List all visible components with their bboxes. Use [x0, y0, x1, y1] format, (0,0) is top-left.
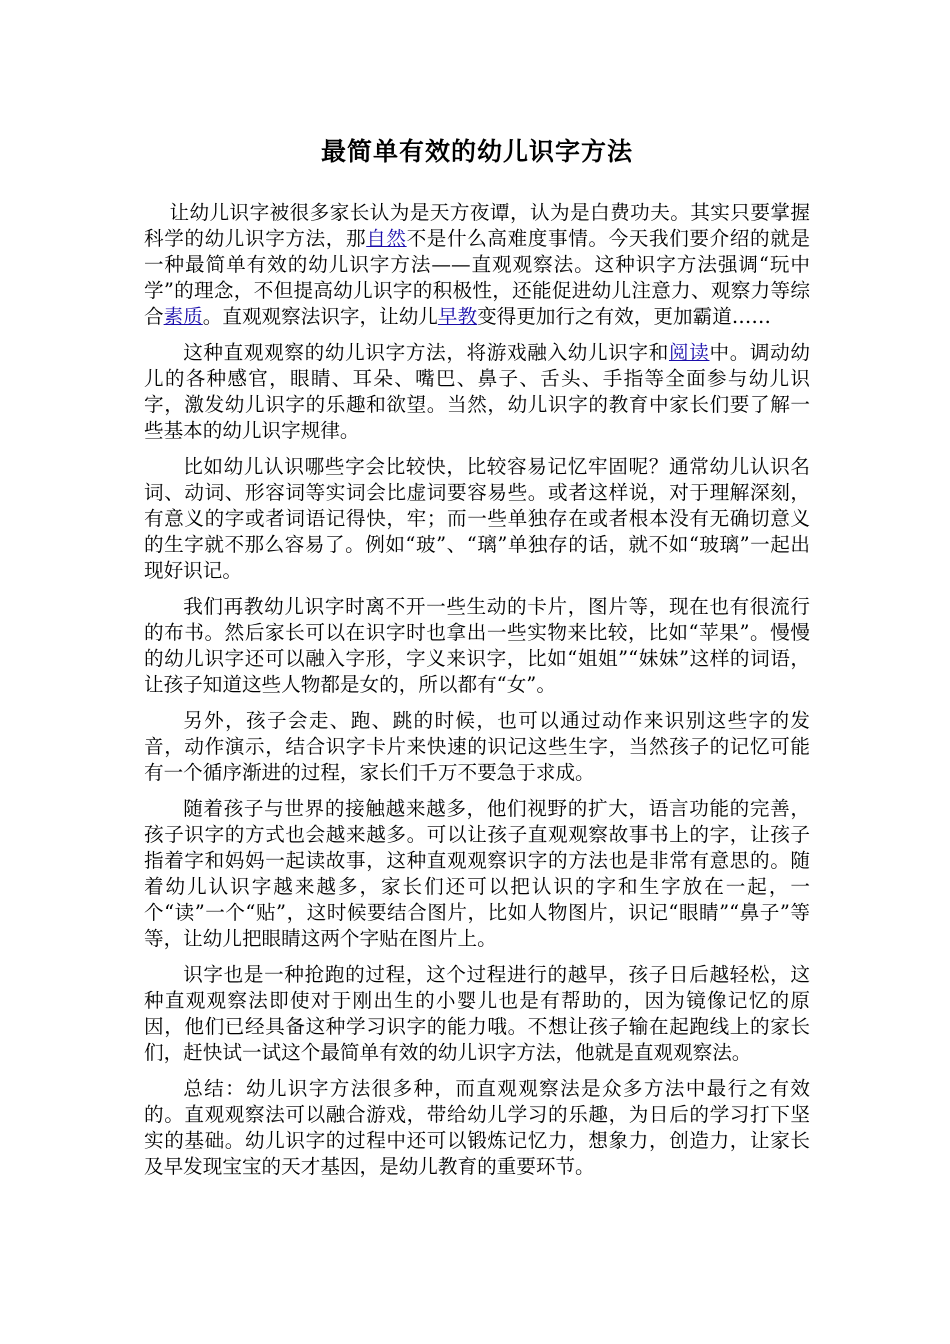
inline-link[interactable]: 早教 [437, 305, 478, 328]
paragraph-text: 。直观观察法识字，让幼儿 [202, 305, 438, 328]
paragraph-text: 我们再教幼儿识字时离不开一些生动的卡片，图片等，现在也有很流行的布书。然后家长可以在识字时也拿出一些实物来比较，比如“苹果”。慢慢的幼儿识字还可以融入字形，字义来识字，比如“姐姐”“妹妹”这样的词语，让孩子知道这些人物都是女的，所以都有“女”。 [144, 595, 810, 696]
paragraph-text: 识字也是一种抢跑的过程，这个过程进行的越早，孩子日后越轻松，这种直观观察法即使对于刚出生的小婴儿也是有帮助的，因为镜像记忆的原因，他们已经具备这种学习识字的能力哦。不想让孩子输在起跑线上的家长们，赶快试一试这个最简单有效的幼儿识字方法，他就是直观观察法。 [144, 963, 810, 1064]
inline-link[interactable]: 自然 [366, 227, 407, 250]
paragraph-text: 不是什么高难度事情。今天我们要介绍的就是一种最简单有效的幼儿识字方法——直观观察法。这种识字方法强调“玩中学”的理念，不但提高幼儿识字的积极性，还能促进幼儿注意力、观察力等综合 [144, 227, 811, 328]
paragraph-text: 随着孩子与世界的接触越来越多，他们视野的扩大，语言功能的完善，孩子识字的方式也会越来越多。可以让孩子直观观察故事书上的字，让孩子指着字和妈妈一起读故事，这种直观观察识字的方法也是非常有意思的。随着幼儿认识字越来越多，家长们还可以把认识的字和生字放在一起，一个“读”一个“贴”，这时候要结合图片，比如人物图片，识记“眼睛”“鼻子”等等，让幼儿把眼睛这两个字贴在图片上。 [144, 797, 810, 950]
paragraph [144, 708, 810, 786]
document-page [144, 0, 810, 1190]
paragraph [144, 1076, 810, 1180]
paragraph-text: 让幼儿识字被很多家长认为是天方夜谭，认为是白费功夫。其实只要掌握科学的幼儿识字方法，那 [144, 201, 810, 250]
paragraph-text: 另外，孩子会走、跑、跳的时候，也可以通过动作来识别这些字的发音，动作演示，结合识字卡片来快速的识记这些生字，当然孩子的记忆可能有一个循序渐进的过程，家长们千万不要急于求成。 [144, 709, 810, 784]
inline-link[interactable]: 阅读 [668, 341, 710, 364]
paragraph [144, 962, 810, 1066]
paragraph [144, 796, 810, 952]
paragraph [144, 200, 810, 330]
paragraph-text: 中。调动幼儿的各种感官，眼睛、耳朵、嘴巴、鼻子、舌头、手指等全面参与幼儿识字，激发幼儿识字的乐趣和欲望。当然，幼儿识字的教育中家长们要了解一些基本的幼儿识字规律。 [144, 341, 811, 442]
paragraph-text: 总结：幼儿识字方法很多种，而直观观察法是众多方法中最行之有效的。直观观察法可以融合游戏，带给幼儿学习的乐趣，为日后的学习打下坚实的基础。幼儿识字的过程中还可以锻炼记忆力，想象力，创造力，让家长及早发现宝宝的天才基因，是幼儿教育的重要环节。 [144, 1077, 810, 1178]
document-body [144, 200, 810, 1180]
paragraph-text: 变得更加行之有效，更加霸道…… [477, 305, 771, 328]
inline-link[interactable]: 素质 [163, 305, 203, 328]
paragraph [144, 594, 810, 698]
paragraph-text: 这种直观观察的幼儿识字方法，将游戏融入幼儿识字和 [183, 341, 669, 364]
paragraph-text: 比如幼儿认识哪些字会比较快，比较容易记忆牢固呢？通常幼儿认识名词、动词、形容词等实词会比虚词要容易些。或者这样说，对于理解深刻，有意义的字或者词语记得快，牢；而一些单独存在或者根本没有无确切意义的生字就不那么容易了。例如“玻”、“璃”单独存的话，就不如“玻璃”一起出现好识记。 [144, 455, 810, 582]
paragraph [144, 454, 810, 584]
document-title: 最简单有效的幼儿识字方法 [320, 137, 633, 166]
paragraph [144, 340, 810, 444]
